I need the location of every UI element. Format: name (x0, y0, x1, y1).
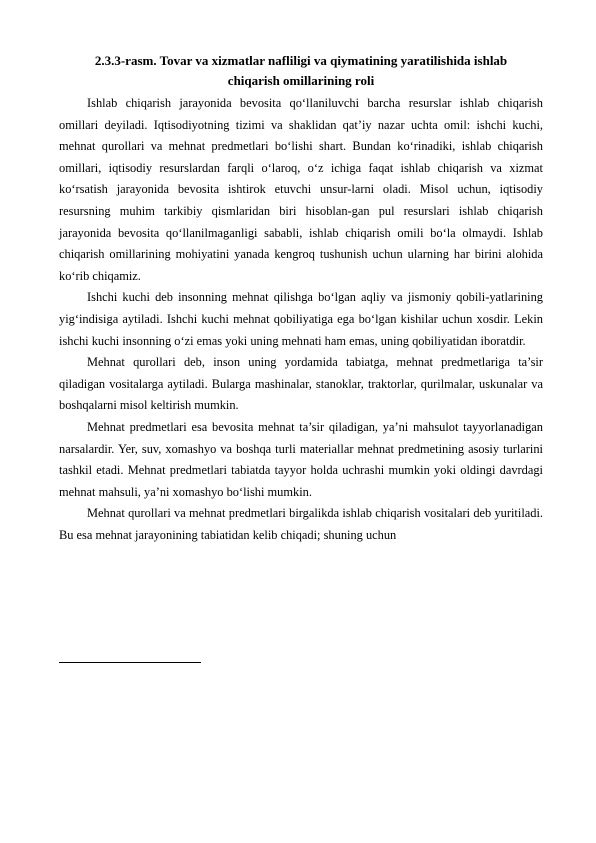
section-heading-line-1: 2.3.3-rasm. Tovar va xizmatlar nafliligi va qiymatining yaratilishida ishlab (94, 53, 508, 68)
paragraph-labor-force: Ishchi kuchi deb insonning mehnat qilishga bo‘lgan aqliy va jismoniy qobili-yatlarining yig‘indisiga aytiladi. Ishchi kuchi mehnat qobiliyatiga ega bo‘lgan kishilar uchun xosdir. Lekin ishchi kuchi insonning o‘zi emas yoki uning mehnati ham emas, uning qobiliyatidan iboratdir. (59, 290, 543, 348)
paragraph-tools-of-labor: Mehnat qurollari deb, inson uning yordamida tabiatga, mehnat predmetlariga ta’sir qiladigan vositalarga aytiladi. Bularga mashinalar, stanoklar, traktorlar, qurilmalar, uskunalar va boshqalarni misol keltirish mumkin. (59, 355, 543, 413)
footnote-divider (59, 662, 201, 663)
section-heading (59, 51, 543, 91)
section-heading-line-2: chiqarish omillarining roli (227, 73, 375, 88)
document-page (59, 51, 543, 546)
paragraph-production-factors: Ishlab chiqarish jarayonida bevosita qo‘llaniluvchi barcha resurslar ishlab chiqarish omillari deyiladi. Iqtisodiyotning tizimi va shaklidan qat’iy nazar uchta omil: ishchi kuchi, mehnat qurollari va mehnat predmetlari bo‘lishi shart. Bundan ko‘rinadiki, ishlab chiqarish omillari, iqtisodiy resurslardan farqli o‘laroq, o‘z ichiga faqat ishlab chiqarish va xizmat ko‘rsatish jarayonida bevosita ishtirok etuvchi unsur-larni oladi. Misol uchun, iqtisodiy resursning muhim tarkibiy qismlaridan biri hisoblan-gan pul resurslari ishlab chiqarish jarayonida bevosita qo‘llanilmaganligi sababli, ishlab chiqarish omili bo‘la olmaydi. Ishlab chiqarish omillarining mohiyatini yanada kengroq tushunish uchun ularning har birini alohida ko‘rib chiqamiz. (59, 96, 543, 283)
paragraph-means-of-production: Mehnat qurollari va mehnat predmetlari birgalikda ishlab chiqarish vositalari deb yuritiladi. Bu esa mehnat jarayonining tabiatidan kelib chiqadi; shuning uchun (59, 506, 543, 542)
paragraph-objects-of-labor: Mehnat predmetlari esa bevosita mehnat ta’sir qiladigan, ya’ni mahsulot tayyorlanadigan narsalardir. Yer, suv, xomashyo va boshqa turli materiallar mehnat predmetining asosiy turlarini tashkil etadi. Mehnat predmetlari tabiatda tayyor holda uchrashi mumkin yoki oldingi davrdagi mehnat mahsuli, ya’ni xomashyo bo‘lishi mumkin. (59, 419, 543, 499)
